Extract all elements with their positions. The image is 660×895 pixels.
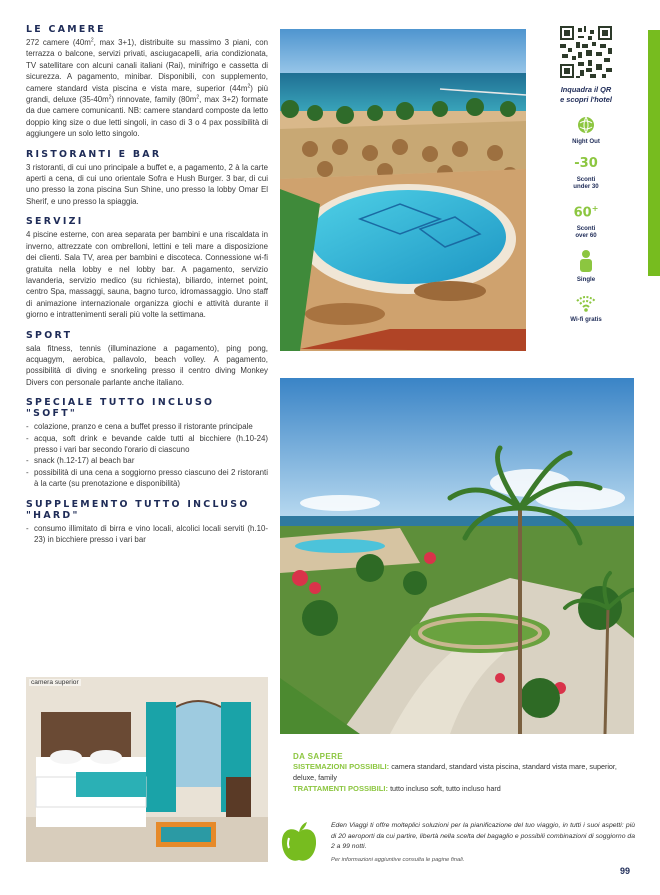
person-icon: [546, 249, 626, 273]
list-item: - consumo illimitato di birra e vino locali, alcolici locali serviti (h.10-23) in bicchiere presso i vari bar: [26, 523, 268, 546]
list-item: - acqua, soft drink e bevande calde tutti al bicchiere (h.10-24) presso i vari bar secondo l'orario di ciascuno: [26, 433, 268, 456]
room-photo-caption: camera superior: [31, 679, 79, 686]
servizi-text: 4 piscine esterne, con area separata per bambini e una riscaldata in inverno, attrezzate con ombrelloni, lettini e teli mare a disposizione dei clienti. Sala TV, area per bambini e discoteca. Connessione wi-fi gratuita nella lobby e nel lobby bar. A pagamento, servizio lavanderia, servizio medico (su richiesta), biliardo, internet point, centro Spa, massaggi, sauna, bagno turco, idromassaggio. Uno staff di animazione internazionale organizza giochi e attività durante il giorno e intrattenimenti serali più volte la settimana.: [26, 230, 268, 320]
soft-title: SPECIALE TUTTO INCLUSO "SOFT": [26, 397, 215, 420]
eden-note: Per informazioni aggiuntive consulta le pagine finali.: [331, 857, 465, 863]
globe-icon: [546, 115, 626, 135]
feature-over-60: [546, 200, 626, 239]
single-label: Single: [576, 276, 596, 284]
pool-photo: [280, 29, 526, 351]
discount-60-badge: 60+: [573, 204, 599, 221]
list-item: - colazione, pranzo e cena a buffet presso il ristorante principale: [26, 421, 268, 432]
ristoranti-text: 3 ristoranti, di cui uno principale a buffet e, a pagamento, 2 à la carte aperti a cena, di cui uno orientale Sofra e Hush Burger. 3 bar, di cui uno presso la zona piscina Sun Shine, uno presso la lobby Omar El Sherif, e uno presso la spiaggia.: [26, 162, 268, 206]
section-camere: [26, 24, 268, 140]
camere-text: 272 camere ($40m^2$, max 3+1), distribuite su massimo 3 piani, con terrazza o balcone, servizi privati, asciugacapelli, aria condizionata, TV satellitare con alcuni canali italiani (Rai), minifrigo e cassetta di sicurezza. A pagamento, minibar. Disponibili, con supplemento, camere standard vista piscina e vista mare, superior $(44m^2)$ più grandi, deluxe $(35-40m^2)$ rinnovate, family ($80m^2$, max 3+2) formate da due camere comunicanti. NB: camere standard composte da letto doppio king size o due letti singoli, in caso di 3 o 4 pax possibilità di aggiungere un solo letto singolo.: [26, 37, 268, 139]
hotel-description: [26, 24, 268, 554]
over-60-label: Sconti over 60: [575, 225, 597, 240]
sistemazioni-line: SISTEMAZIONI POSSIBILI: camera standard, standard vista piscina, standard vista mare, superior, deluxe, family: [293, 762, 617, 782]
ristoranti-title: RISTORANTI E BAR: [26, 148, 162, 160]
apple-icon: [279, 820, 319, 864]
feature-night-out: [546, 115, 626, 145]
chapter-tab: [648, 30, 660, 276]
garden-photo: [280, 378, 634, 734]
room-photo: [26, 677, 268, 862]
qr-code[interactable]: [558, 24, 614, 80]
eden-info-text: Eden Viaggi ti offre molteplici soluzioni per la pianificazione del tuo viaggio, in tutti i suoi aspetti: più di 20 aeroporti da cui partire, libertà nella scelta del bagaglio e possibili combinazioni di soggiorno da 2 a 99 notti.: [331, 822, 635, 851]
qr-caption: Inquadra il QR e scopri l'hotel: [560, 85, 612, 104]
feature-under-30: [546, 155, 626, 190]
section-sport: [26, 330, 268, 389]
section-soft: [26, 397, 268, 489]
trattamenti-line: TRATTAMENTI POSSIBILI: tutto incluso soft, tutto incluso hard: [293, 784, 501, 793]
section-ristoranti: [26, 149, 268, 208]
wifi-label: Wi-fi gratis: [570, 316, 602, 324]
wifi-icon: [546, 293, 626, 313]
soft-list: [26, 421, 268, 489]
section-hard: [26, 499, 268, 546]
hard-title: SUPPLEMENTO TUTTO INCLUSO "HARD": [26, 498, 250, 521]
page-number: 99: [620, 866, 631, 876]
hard-list: [26, 523, 268, 546]
list-item: - possibilità di una cena a soggiorno presso ciascuno dei 2 ristoranti à la carte (su prenotazione e disponibilità): [26, 467, 268, 490]
feature-single: [546, 249, 626, 283]
under-30-label: Sconti under 30: [573, 176, 599, 190]
sport-title: SPORT: [26, 329, 73, 341]
discount-30-badge: -30: [574, 156, 598, 171]
da-sapere-box: [293, 752, 638, 794]
features-sidebar: [546, 24, 626, 323]
camere-title: LE CAMERE: [26, 24, 106, 35]
section-servizi: [26, 216, 268, 320]
list-item: - snack (h.12-17) al beach bar: [26, 455, 268, 466]
feature-wifi: [546, 293, 626, 323]
night-out-label: Night Out: [572, 138, 600, 145]
da-sapere-title: DA SAPERE: [293, 752, 343, 761]
sport-text: sala fitness, tennis (illuminazione a pagamento), ping pong, acquagym, aerobica, pallavolo, beach volley. A pagamento, possibilità di diving e snorkeling presso il centro diving Monkey Divers con personale parlante anche italiano.: [26, 343, 268, 387]
servizi-title: SERVIZI: [26, 216, 84, 228]
